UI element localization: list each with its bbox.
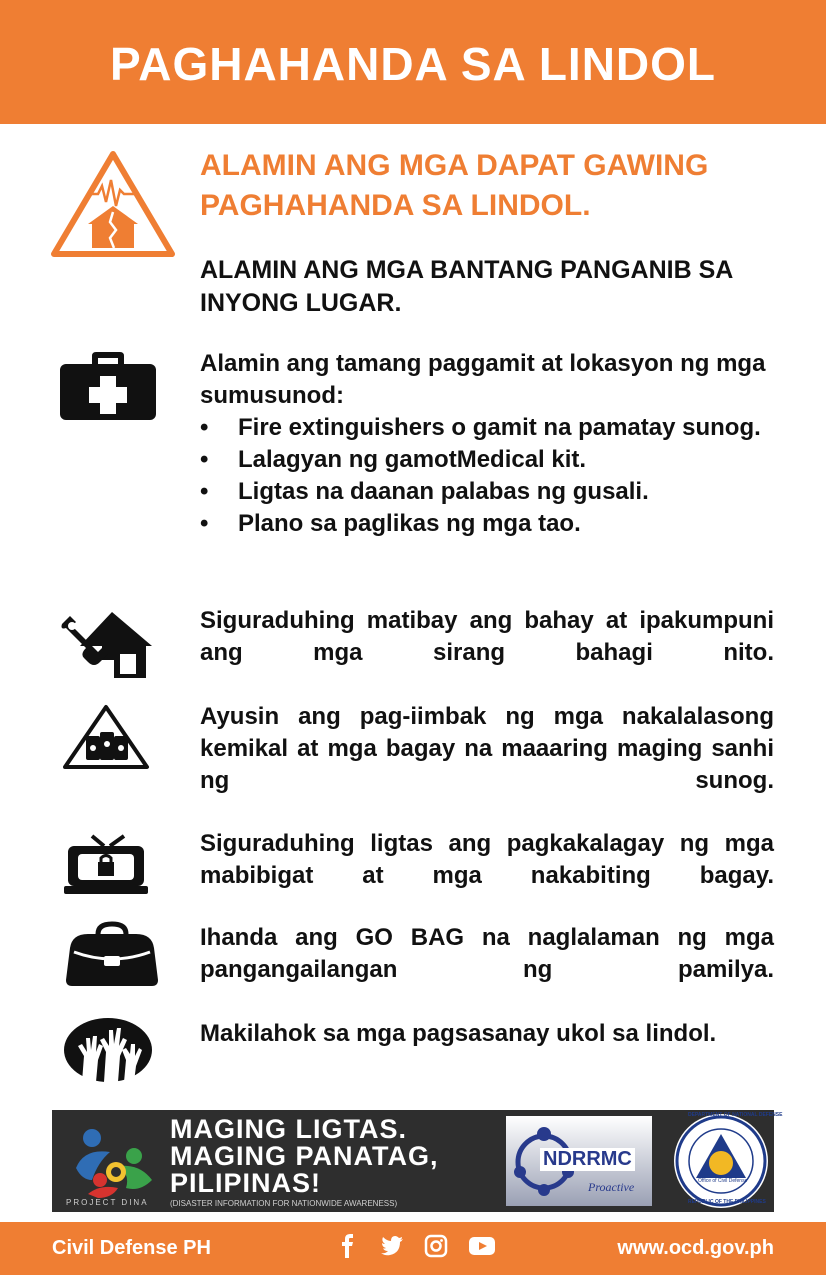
bullet-item: • Plano sa paglikas ng mga tao. [200,508,774,540]
hazards-heading: ALAMIN ANG MGA BANTANG PANGANIB SA INYONG LUGAR. [200,256,733,317]
facebook-icon[interactable] [336,1234,360,1258]
banner-line-2: MAGING PANATAG, [170,1141,439,1171]
heavy-objects-text: Siguraduhing ligtas ang pagkakalagay ng mga mabibigat at mga nakabiting bagay. [200,830,774,889]
ocd-seal-icon [672,1112,783,1210]
campaign-banner [52,1110,783,1212]
kit-section [200,348,774,540]
kit-intro-text: Alamin ang tamang paggamit at lokasyon ng mga sumusunod: [200,350,766,409]
go-bag-text-after: na naglalaman ng mga pangangailangan ng pamilya. [200,924,774,983]
go-bag-text [200,922,774,986]
project-dina-logo-icon [70,1118,156,1198]
banner-subtext: (DISASTER INFORMATION FOR NATIONWIDE AWARENESS) [170,1199,398,1208]
earthquake-warning-icon [50,150,176,258]
ndrrmc-label: NDRRMC [540,1148,635,1171]
house-text: Siguraduhing matibay ang bahay at ipakumpuni ang mga sirang bahagi nito. [200,607,774,666]
social-links [336,1234,492,1258]
raised-hands-icon [62,1016,154,1084]
seal-top-text: DEPARTMENT OF NATIONAL DEFENSE [688,1112,783,1118]
instagram-icon[interactable] [424,1234,448,1258]
seal-bottom-text: REPUBLIC OF THE PHILIPPINES [688,1199,766,1205]
intro-heading: ALAMIN ANG MGA DAPAT GAWING PAGHAHANDA SA LINDOL. [200,149,709,222]
proactive-label: Proactive [588,1180,635,1194]
chemicals-text: Ayusin ang pag-iimbak ng mga nakalalasong kemikal at mga bagay na maaaring maging sanhi ng sunog. [200,703,774,794]
bullet-item: • Fire extinguishers o gamit na pamatay sunog. [200,412,774,444]
go-bag-icon [64,922,160,988]
go-bag-emphasis: GO BAG [355,924,465,951]
seal-center-text: Office of Civil Defense [698,1178,748,1184]
go-bag-text-before: Ihanda ang [200,924,356,951]
ndrrmc-logo [506,1116,652,1206]
header-bar [0,0,826,124]
banner-line-1: MAGING LIGTAS. [170,1114,407,1144]
twitter-icon[interactable] [380,1234,404,1258]
footer-bar [0,1222,826,1275]
house-repair-icon [58,610,154,680]
footer-website-link[interactable]: www.ocd.gov.ph [617,1237,774,1259]
chemical-hazard-icon [62,704,150,770]
kit-bullet-list [200,412,774,540]
first-aid-kit-icon [58,350,158,422]
bullet-item: • Lalagyan ng gamotMedical kit. [200,444,774,476]
footer-brand: Civil Defense PH [52,1237,211,1259]
youtube-icon[interactable] [468,1234,492,1258]
bullet-item: • Ligtas na daanan palabas ng gusali. [200,476,774,508]
page-title: PAGHAHANDA SA LINDOL [109,38,717,90]
secured-tv-icon [62,834,150,896]
project-dina-label: PROJECT DINA [66,1198,149,1207]
drill-text: Makilahok sa mga pagsasanay ukol sa lindol. [200,1020,717,1047]
banner-line-3: PILIPINAS! [170,1168,322,1198]
